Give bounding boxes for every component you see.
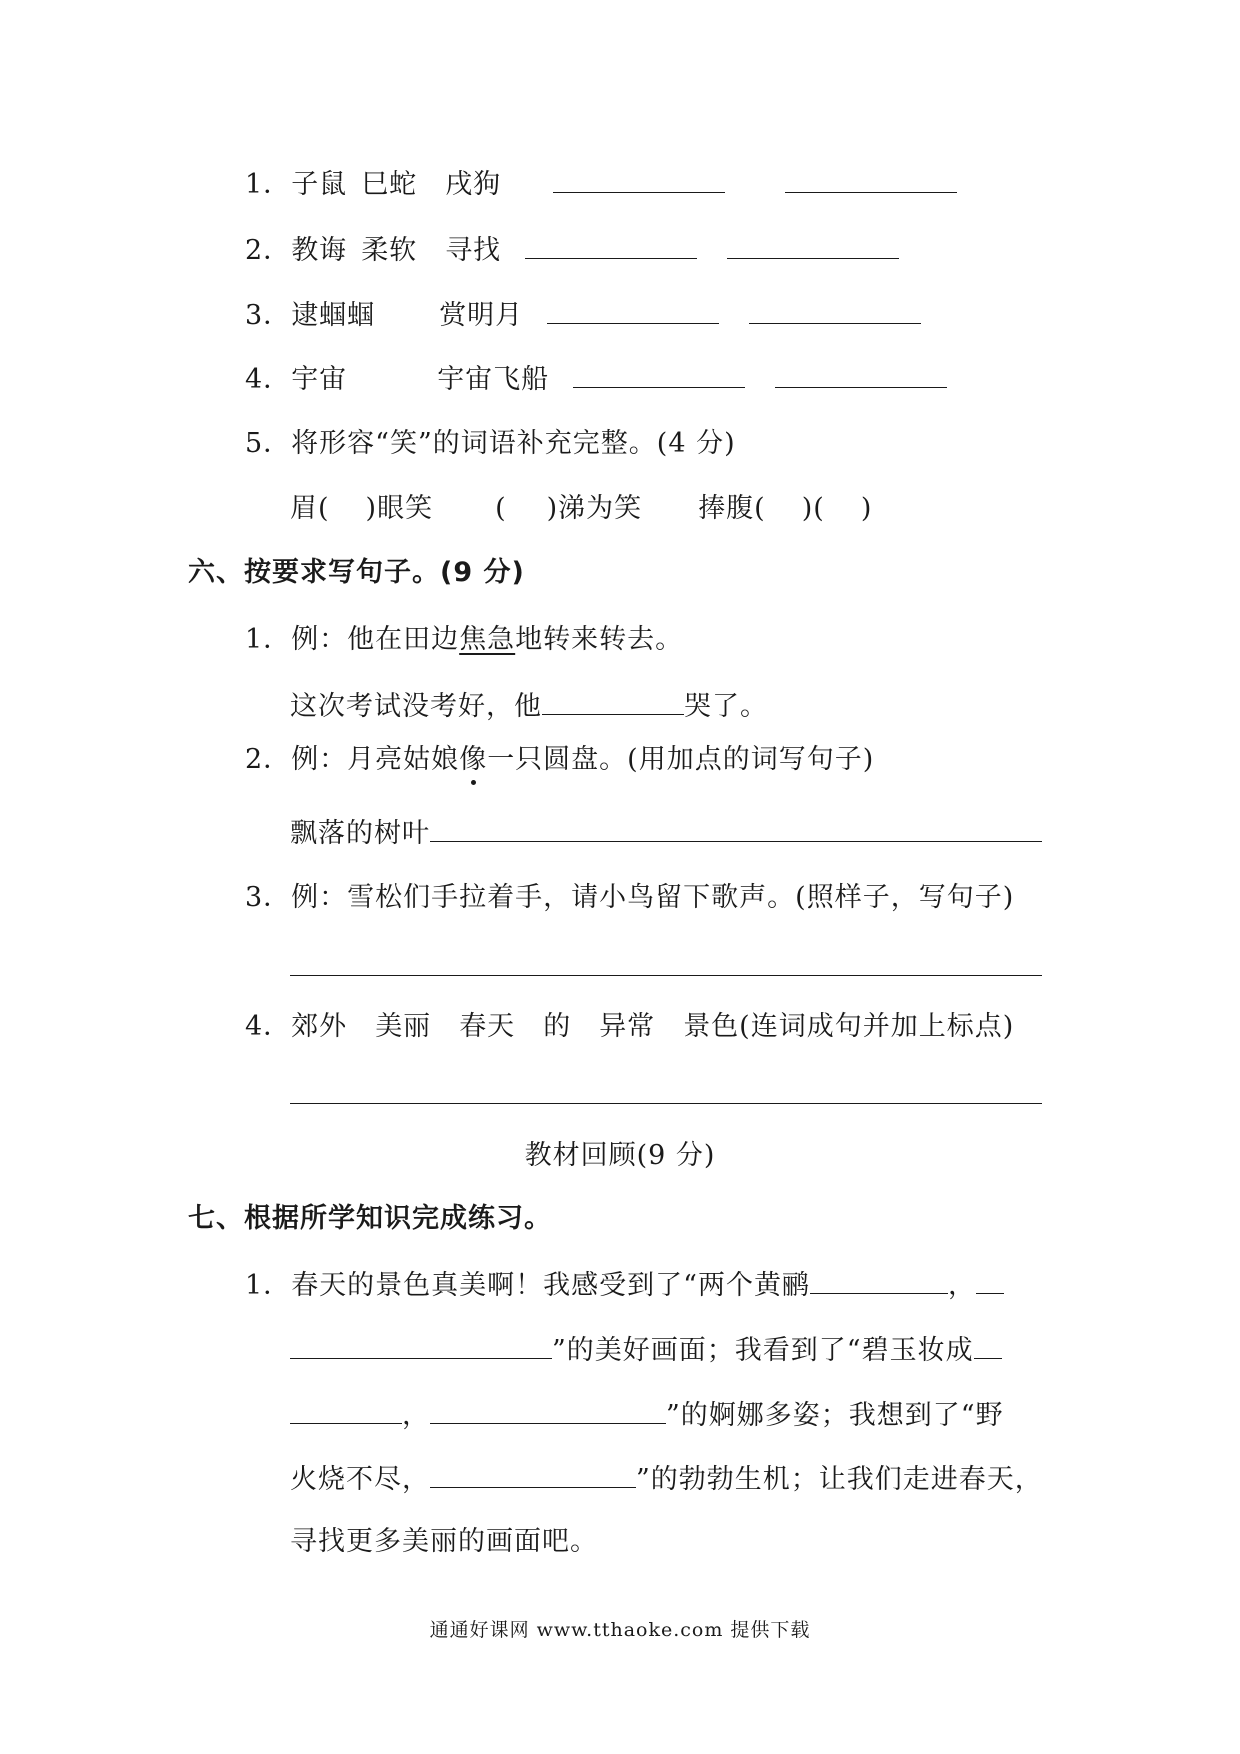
answer-blank[interactable] xyxy=(290,1397,402,1424)
footer-text: 通通好课网 www.tthaoke.com 提供下载 xyxy=(429,1619,811,1641)
answer-blank[interactable] xyxy=(430,815,1042,842)
s5-item-4: 4．宇宙 宇宙飞船 xyxy=(245,361,947,397)
s5-item-3: 3．逮蝈蝈 赏明月 xyxy=(245,297,921,333)
section-7-title: 七、根据所学知识完成练习。 xyxy=(188,1203,552,1234)
dotted-word: 像 xyxy=(459,744,488,775)
underlined-word: 焦急 xyxy=(459,624,516,655)
s6-q3: 3．例：雪松们手拉着手，请小鸟留下歌声。(照样子，写句子) xyxy=(245,882,1015,913)
s6-q2-fill: 飘落的树叶 xyxy=(290,815,1042,851)
answer-blank[interactable] xyxy=(727,232,899,259)
review-title: 教材回顾(9 分) xyxy=(524,1140,716,1171)
s7-line-5: 寻找更多美丽的画面吧。 xyxy=(290,1526,598,1557)
answer-blank[interactable] xyxy=(430,1397,666,1424)
answer-blank[interactable] xyxy=(785,166,957,193)
answer-blank[interactable] xyxy=(542,688,684,715)
answer-blank[interactable] xyxy=(430,1461,636,1488)
answer-blank[interactable] xyxy=(810,1267,948,1294)
s7-line-3: ， ”的婀娜多姿；我想到了“野 xyxy=(290,1397,1004,1433)
s5-item-2: 2．教诲 柔软 寻找 xyxy=(245,232,899,268)
answer-line[interactable] xyxy=(290,975,1042,976)
answer-blank[interactable] xyxy=(525,232,697,259)
answer-blank[interactable] xyxy=(553,166,725,193)
s6-q1-fill: 这次考试没考好，他 哭了。 xyxy=(290,688,768,724)
s5-item-1: 1．子鼠 巳蛇 戌狗 xyxy=(245,166,957,202)
answer-blank[interactable] xyxy=(976,1267,1004,1294)
answer-blank[interactable] xyxy=(547,297,719,324)
answer-blank[interactable] xyxy=(974,1332,1002,1359)
answer-blank[interactable] xyxy=(749,297,921,324)
s7-line-2: ”的美好画面；我看到了“碧玉妆成 xyxy=(290,1332,1002,1368)
s7-line-1: 1．春天的景色真美啊！我感受到了“两个黄鹂 ， xyxy=(245,1267,1004,1303)
s5-question-5: 5．将形容“笑”的词语补充完整。(4 分) xyxy=(245,428,736,459)
answer-blank[interactable] xyxy=(775,361,947,388)
answer-line[interactable] xyxy=(290,1103,1042,1104)
s6-q2: 2．例：月亮姑娘像一只圆盘。(用加点的词写句子) xyxy=(245,744,875,775)
section-6-title: 六、按要求写句子。(9 分) xyxy=(188,557,525,588)
s6-q4: 4．郊外 美丽 春天 的 异常 景色(连词成句并加上标点) xyxy=(245,1011,1015,1042)
s5-idioms: 眉( )眼笑 ( )涕为笑 捧腹( )( ) xyxy=(290,493,873,524)
s6-q1: 1．例：他在田边焦急地转来转去。 xyxy=(245,624,684,655)
s7-line-4: 火烧不尽， ”的勃勃生机；让我们走进春天， xyxy=(290,1461,1043,1497)
answer-blank[interactable] xyxy=(290,1332,552,1359)
answer-blank[interactable] xyxy=(573,361,745,388)
